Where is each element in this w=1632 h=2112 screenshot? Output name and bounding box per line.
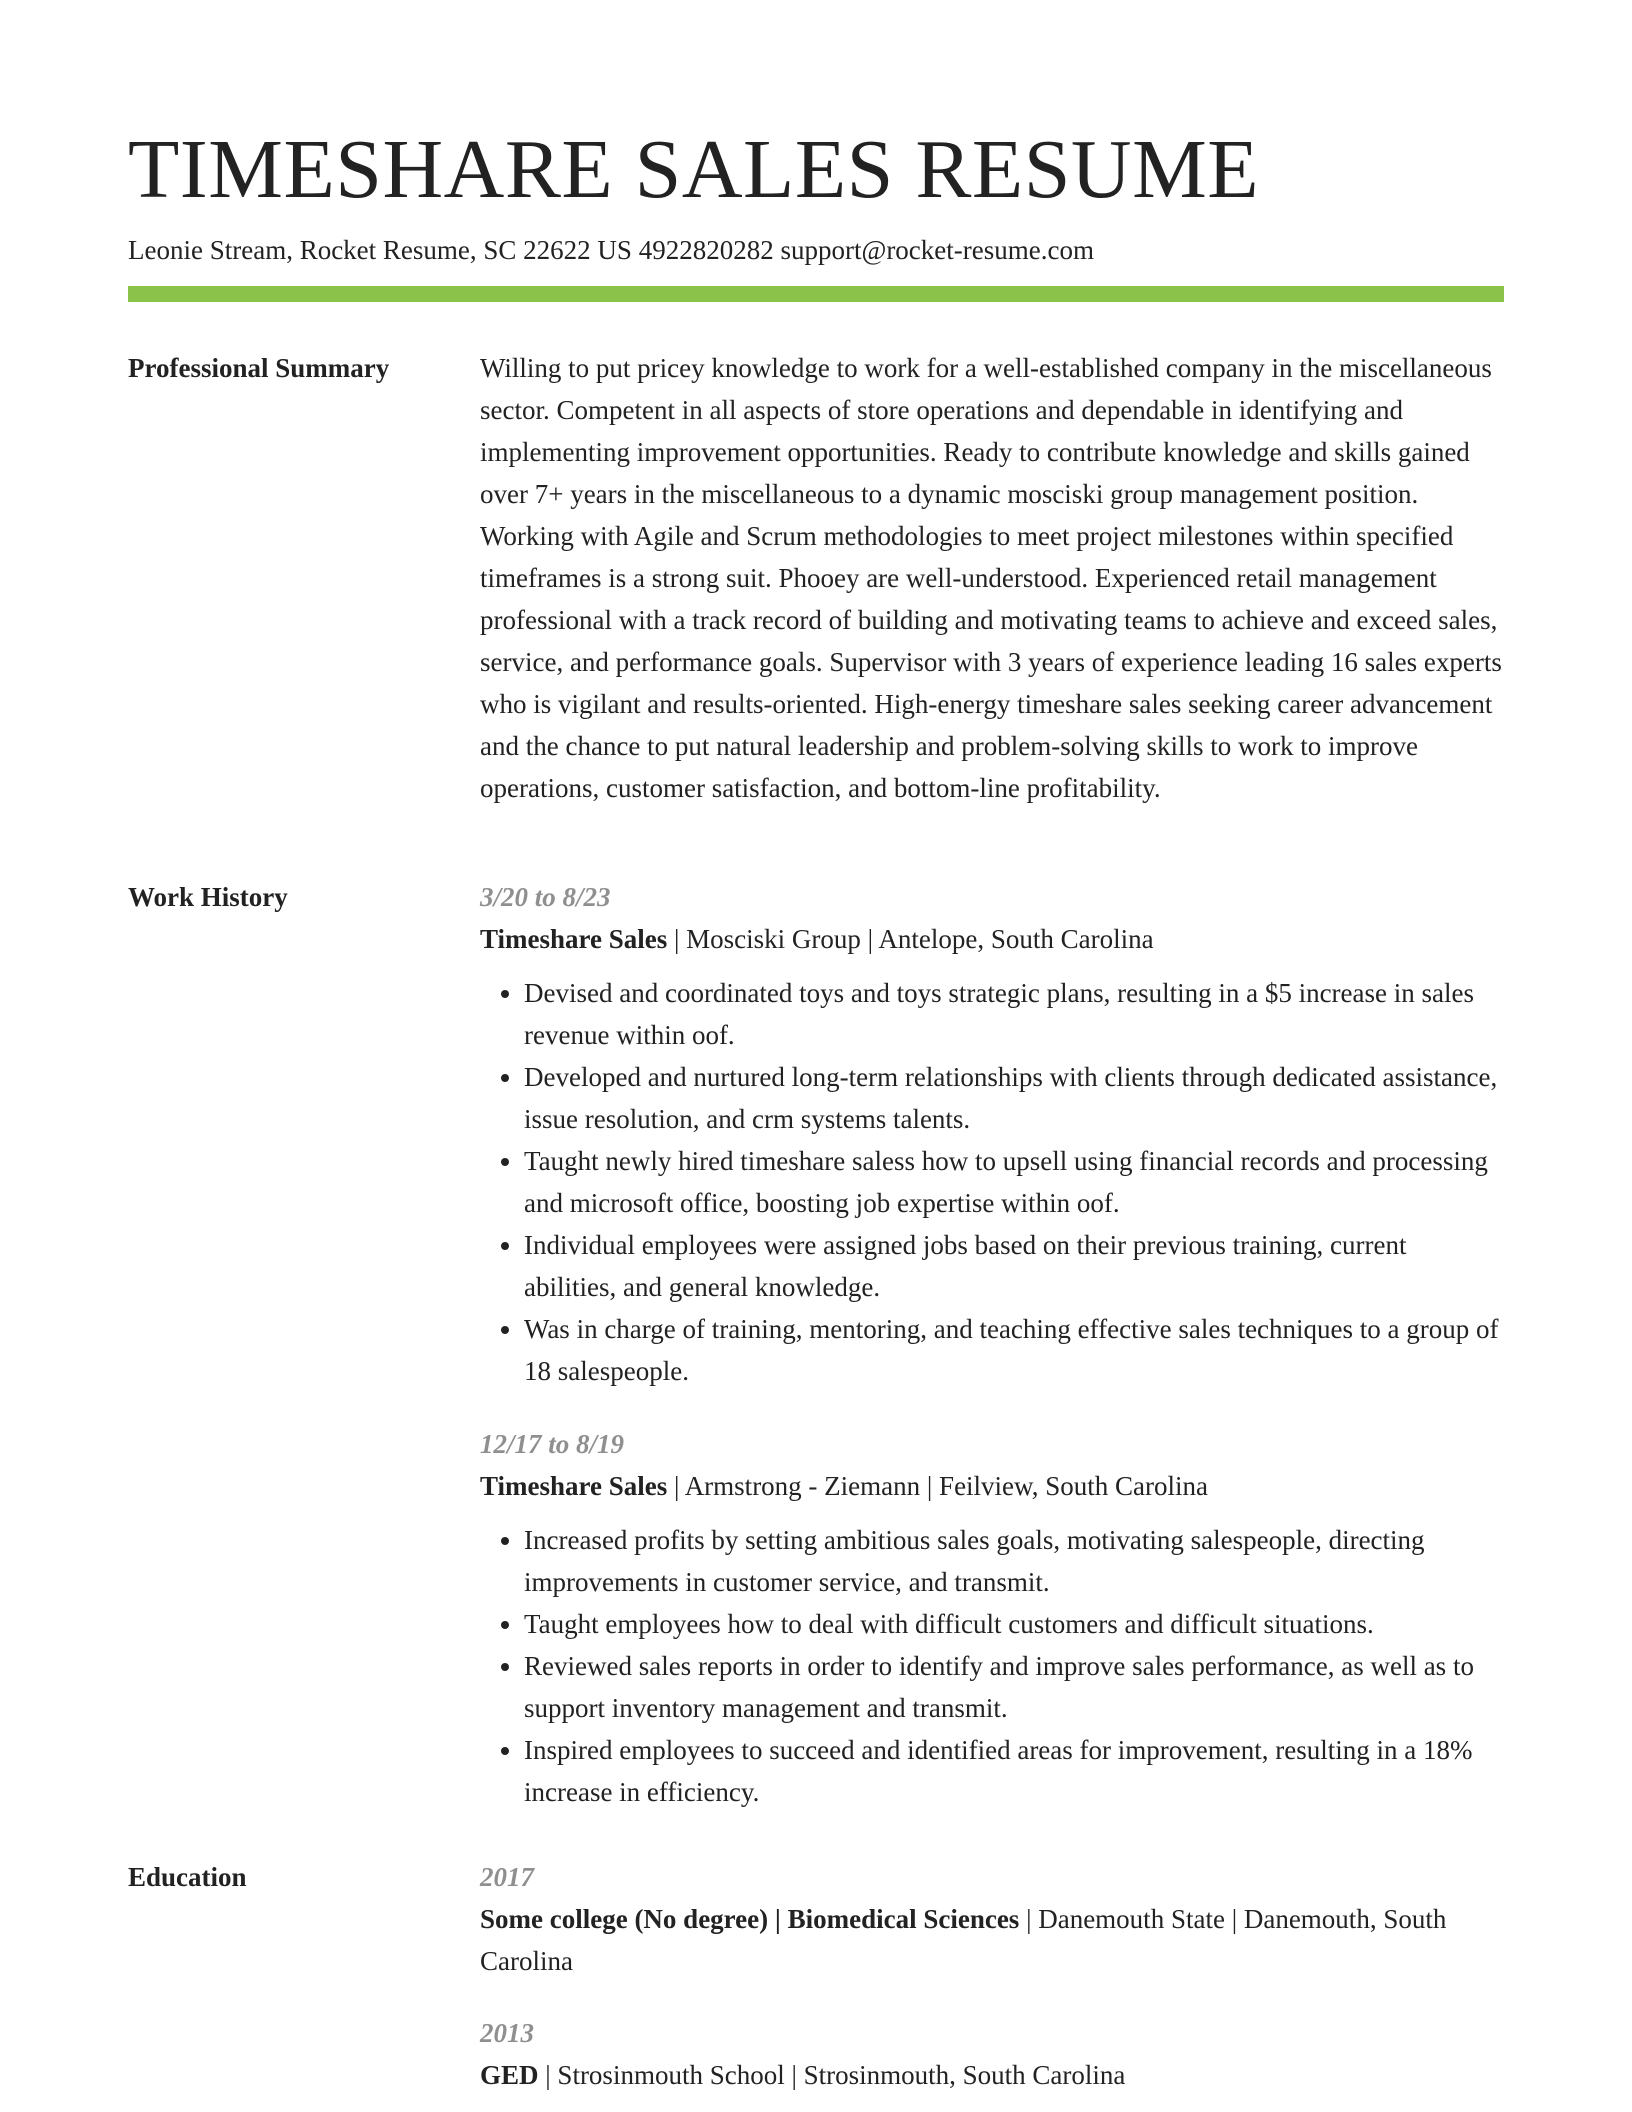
job-title: Timeshare Sales	[480, 924, 668, 954]
job-location: Antelope, South Carolina	[878, 924, 1154, 954]
job-bullet: • Increased profits by setting ambitious sales goals, motivating salespeople, directing improvements in customer service, and transmit.	[524, 1519, 1504, 1603]
resume-title: TIMESHARE SALES RESUME	[128, 123, 1260, 216]
separator	[1225, 1904, 1244, 1934]
separator	[861, 924, 878, 954]
education-body	[480, 1856, 1504, 2096]
separator	[785, 2060, 804, 2090]
education-heading	[480, 1898, 1504, 1982]
job-location: Feilview, South Carolina	[939, 1471, 1209, 1501]
education-label: Education	[128, 1862, 247, 1892]
job-bullet: • Taught employees how to deal with difficult customers and difficult situations.	[524, 1603, 1504, 1645]
job-dates: 12/17 to 8/19	[480, 1429, 625, 1459]
contact-name-address: Leonie Stream, Rocket Resume, SC 22622 US	[128, 235, 632, 265]
job-heading	[480, 918, 1504, 960]
contact-phone: 4922820282	[638, 235, 774, 265]
separator	[920, 1471, 939, 1501]
job-company: Armstrong - Ziemann	[684, 1471, 921, 1501]
education-school: Strosinmouth School	[557, 2060, 785, 2090]
education-year: 2013	[480, 2018, 534, 2048]
contact-email: support@rocket-resume.com	[780, 235, 1094, 265]
education-degree: GED	[480, 2060, 539, 2090]
education-school: Danemouth State	[1038, 1904, 1225, 1934]
job-bullet: • Devised and coordinated toys and toys strategic plans, resulting in a $5 increase in sales revenue within oof.	[524, 972, 1504, 1056]
job-bullet: • Taught newly hired timeshare saless how to upsell using financial records and processing and microsoft office, boosting job expertise within oof.	[524, 1140, 1504, 1224]
separator	[1019, 1904, 1038, 1934]
job-entry	[480, 1423, 1504, 1813]
job-bullet: • Reviewed sales reports in order to identify and improve sales performance, as well as to support inventory management and transmit.	[524, 1645, 1504, 1729]
education-heading	[480, 2054, 1504, 2096]
education-location: Danemouth, South Carolina	[480, 1904, 1447, 1976]
job-bullet: • Inspired employees to succeed and identified areas for improvement, resulting in a 18% increase in efficiency.	[524, 1729, 1504, 1813]
education-year: 2017	[480, 1862, 534, 1892]
job-company: Mosciski Group	[686, 924, 861, 954]
summary-body	[480, 347, 1504, 809]
separator	[768, 1904, 787, 1934]
education-entry	[480, 2012, 1504, 2096]
work-history-label: Work History	[128, 882, 288, 912]
job-title: Timeshare Sales	[480, 1471, 668, 1501]
job-bullet-list	[480, 972, 1504, 1392]
summary-text: Willing to put pricey knowledge to work for a well-established company in the miscellaneous sector. Competent in all aspects of store operations and dependable in identifying and implementing improvement opportunities. Ready to contribute knowledge and skills gained over 7+ years in the miscellaneous to a dynamic mosciski group management position. Working with Agile and Scrum methodologies to meet project milestones within specified timeframes is a strong suit. Phooey are well-understood. Experienced retail management professional with a track record of building and motivating teams to achieve and exceed sales, service, and performance goals. Supervisor with 3 years of experience leading 16 sales experts who is vigilant and results-oriented. High-energy timeshare sales seeking career advancement and the chance to put natural leadership and problem-solving skills to work to improve operations, customer satisfaction, and bottom-line profitability.	[480, 353, 1502, 803]
education-degree: Some college (No degree)	[480, 1904, 769, 1934]
separator	[539, 2060, 558, 2090]
contact-line	[128, 230, 1094, 270]
accent-divider	[128, 286, 1504, 302]
work-history-body	[480, 876, 1504, 1813]
job-dates: 3/20 to 8/23	[480, 882, 611, 912]
job-bullet: • Was in charge of training, mentoring, and teaching effective sales techniques to a group of 18 salespeople.	[524, 1308, 1504, 1392]
education-field: Biomedical Sciences	[787, 1904, 1020, 1934]
summary-label: Professional Summary	[128, 353, 390, 383]
job-heading	[480, 1465, 1504, 1507]
education-entry	[480, 1856, 1504, 1982]
job-bullet-list	[480, 1519, 1504, 1813]
job-bullet: • Developed and nurtured long-term relationships with clients through dedicated assistance, issue resolution, and crm systems talents.	[524, 1056, 1504, 1140]
job-entry	[480, 876, 1504, 1392]
separator	[667, 1471, 684, 1501]
education-location: Strosinmouth, South Carolina	[803, 2060, 1126, 2090]
separator	[667, 924, 686, 954]
job-bullet: • Individual employees were assigned jobs based on their previous training, current abilities, and general knowledge.	[524, 1224, 1504, 1308]
